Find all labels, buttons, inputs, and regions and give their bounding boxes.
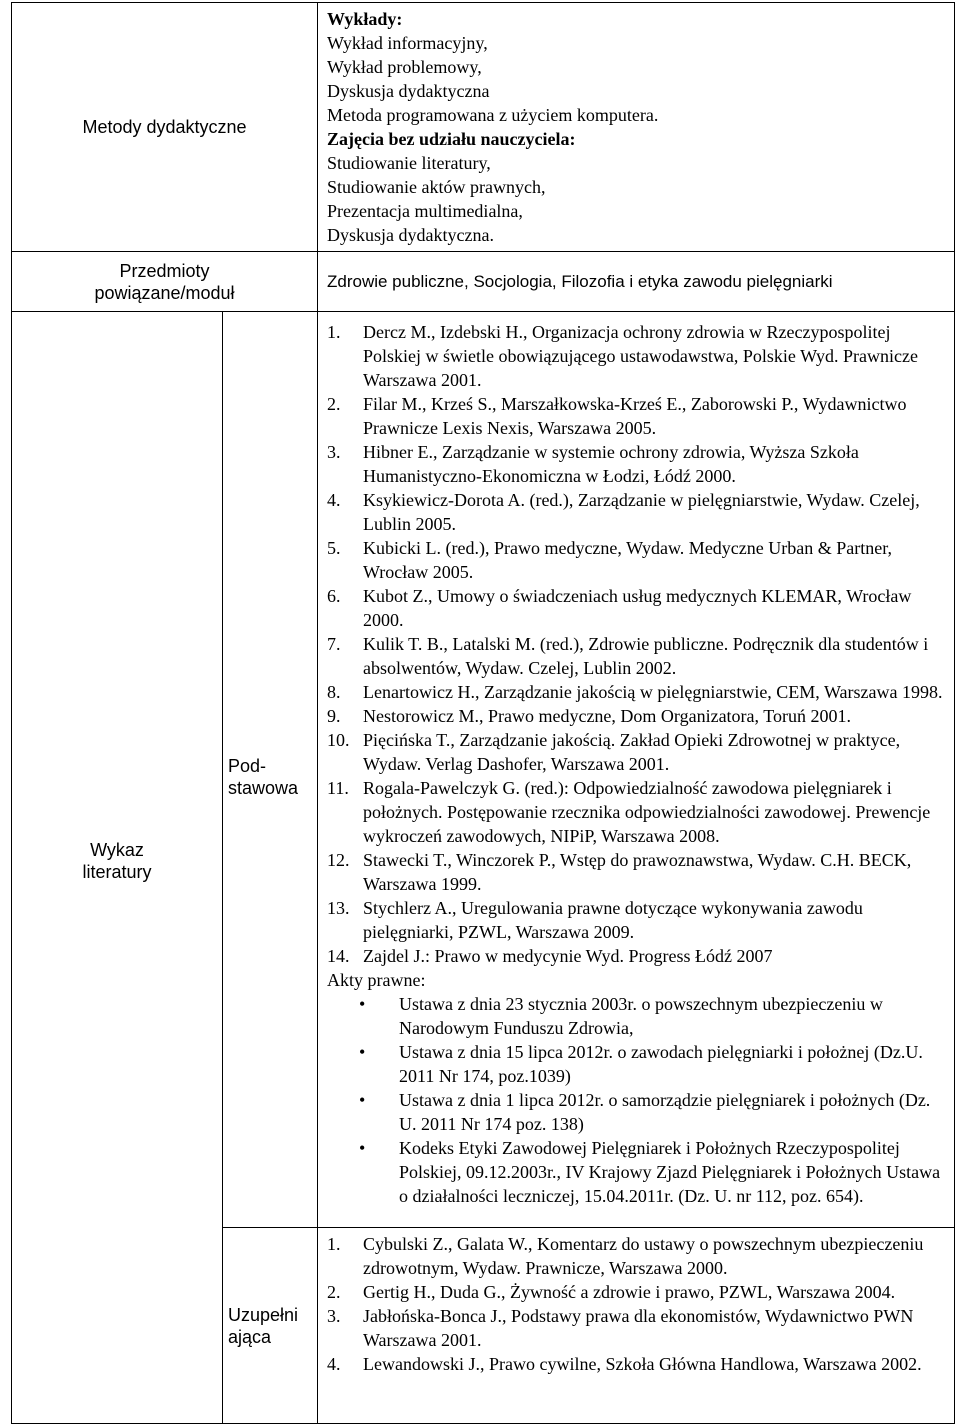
supplementary-label-line1: Uzupełni bbox=[228, 1304, 299, 1325]
selfstudy-item: Studiowanie aktów prawnych, bbox=[327, 177, 546, 197]
basic-literature-cell bbox=[318, 312, 955, 1228]
reference-item: 13. Stychlerz A., Uregulowania prawne dotyczące wykonywania zawodu pielęgniarki, PZWL, Warszawa 2009. bbox=[327, 898, 863, 942]
supplementary-label-line2: ająca bbox=[228, 1326, 272, 1347]
methods-content-cell bbox=[318, 3, 955, 252]
reference-item: 14. Zajdel J.: Prawo w medycynie Wyd. Progress Łódź 2007 bbox=[327, 946, 773, 966]
reference-item: 8. Lenartowicz H., Zarządzanie jakością w pielęgniarstwie, CEM, Warszawa 1998. bbox=[327, 682, 943, 702]
acts-heading: Akty prawne: bbox=[327, 970, 426, 990]
reference-item: 1. Cybulski Z., Galata W., Komentarz do ustawy o powszechnym ubezpieczeniu zdrowotnym, Wydaw. Prawnicze, Warszawa 2000. bbox=[327, 1234, 924, 1278]
basic-label bbox=[223, 755, 317, 799]
related-label-line1: Przedmioty bbox=[119, 260, 210, 281]
selfstudy-item: Prezentacja multimedialna, bbox=[327, 201, 523, 221]
basic-label-cell bbox=[223, 312, 318, 1228]
basic-references bbox=[327, 320, 946, 968]
syllabus-table bbox=[11, 2, 955, 1424]
legal-acts-list bbox=[327, 992, 946, 1208]
lectures-heading: Wykłady: bbox=[327, 9, 403, 29]
reference-item: 2. Gertig H., Duda G., Żywność a zdrowie i prawo, PZWL, Warszawa 2004. bbox=[327, 1282, 896, 1302]
reference-item: 4. Ksykiewicz-Dorota A. (red.), Zarządzanie w pielęgniarstwie, Wydaw. Czelej, Lublin 2005. bbox=[327, 490, 920, 534]
related-label-line2: powiązane/moduł bbox=[94, 282, 235, 303]
methods-row bbox=[12, 3, 955, 252]
reference-item: 2. Filar M., Krześ S., Marszałkowska-Krześ E., Zaborowski P., Wydawnictwo Prawnicze Lexis Nexis, Warszawa 2005. bbox=[327, 394, 907, 438]
methods-label-cell bbox=[12, 3, 318, 252]
legal-act-item: • Ustawa z dnia 1 lipca 2012r. o samorządzie pielęgniarek i położnych (Dz. U. 2011 Nr 174 poz. 138) bbox=[327, 1088, 946, 1136]
lecture-item: Wykład informacyjny, bbox=[327, 33, 488, 53]
legal-act-item: • Ustawa z dnia 23 stycznia 2003r. o powszechnym ubezpieczeniu w Narodowym Funduszu Zdrowia, bbox=[327, 992, 946, 1040]
literature-label-cell bbox=[12, 312, 223, 1424]
legal-act-item: • Kodeks Etyki Zawodowej Pielęgniarek i Położnych Rzeczypospolitej Polskiej, 09.12.2003r., IV Krajowy Zjazd Pielęgniarek i Położnych Ustawa o działalności leczniczej, 15.04.2011r. (Dz. U. nr 112, poz. 654). bbox=[327, 1136, 946, 1208]
supplementary-references bbox=[327, 1232, 946, 1376]
basic-label-line1: Pod- bbox=[228, 755, 267, 776]
bullet-icon: • bbox=[359, 1090, 366, 1110]
reference-item: 12. Stawecki T., Winczorek P., Wstęp do prawoznawstwa, Wydaw. C.H. BECK, Warszawa 1999. bbox=[327, 850, 912, 894]
reference-item: 6. Kubot Z., Umowy o świadczeniach usług medycznych KLEMAR, Wrocław 2000. bbox=[327, 586, 912, 630]
lecture-item: Metoda programowana z użyciem komputera. bbox=[327, 105, 659, 125]
basic-literature-row bbox=[12, 312, 955, 1228]
selfstudy-heading: Zajęcia bez udziału nauczyciela: bbox=[327, 129, 576, 149]
reference-item: 11. Rogala-Pawelczyk G. (red.): Odpowiedzialność zawodowa pielęgniarek i położnych. Postępowanie rzecznika odpowiedzialności zawodowej. Prewencje wykroczeń zawodowych, NIPiP, Warszawa 2008. bbox=[327, 778, 931, 846]
lecture-item: Wykład problemowy, bbox=[327, 57, 482, 77]
related-subjects: Zdrowie publiczne, Socjologia, Filozofia i etyka zawodu pielęgniarki bbox=[327, 271, 833, 291]
reference-item: 4. Lewandowski J., Prawo cywilne, Szkoła Główna Handlowa, Warszawa 2002. bbox=[327, 1354, 922, 1374]
bullet-icon: • bbox=[359, 1042, 366, 1062]
related-content-cell bbox=[318, 252, 955, 312]
reference-item: 1. Dercz M., Izdebski H., Organizacja ochrony zdrowia w Rzeczypospolitej Polskiej w świetle obowiązującego ustawodawstwa, Polskie Wyd. Prawnicze Warszawa 2001. bbox=[327, 322, 918, 390]
reference-item: 3. Jabłońska-Bonca J., Podstawy prawa dla ekonomistów, Wydawnictwo PWN Warszawa 2001. bbox=[327, 1306, 914, 1350]
literature-label-line1: Wykaz bbox=[90, 839, 144, 860]
bullet-icon: • bbox=[359, 994, 366, 1014]
related-label bbox=[12, 260, 317, 304]
supplementary-label-cell bbox=[223, 1228, 318, 1424]
literature-label bbox=[12, 839, 222, 883]
methods-label: Metody dydaktyczne bbox=[82, 117, 247, 137]
supplementary-label bbox=[223, 1304, 317, 1348]
legal-act-item: • Ustawa z dnia 15 lipca 2012r. o zawodach pielęgniarki i położnej (Dz.U. 2011 Nr 174, poz.1039) bbox=[327, 1040, 946, 1088]
selfstudy-item: Studiowanie literatury, bbox=[327, 153, 491, 173]
related-row bbox=[12, 252, 955, 312]
basic-label-line2: stawowa bbox=[228, 777, 299, 798]
reference-item: 3. Hibner E., Zarządzanie w systemie ochrony zdrowia, Wyższa Szkoła Humanistyczno-Ekonomiczna w Łodzi, Łódź 2000. bbox=[327, 442, 859, 486]
selfstudy-item: Dyskusja dydaktyczna. bbox=[327, 225, 494, 245]
reference-item: 10. Pięcińska T., Zarządzanie jakością. Zakład Opieki Zdrowotnej w praktyce, Wydaw. Verlag Dashofer, Warszawa 2001. bbox=[327, 730, 901, 774]
reference-item: 9. Nestorowicz M., Prawo medyczne, Dom Organizatora, Toruń 2001. bbox=[327, 706, 851, 726]
bullet-icon: • bbox=[359, 1138, 366, 1158]
reference-item: 7. Kulik T. B., Latalski M. (red.), Zdrowie publiczne. Podręcznik dla studentów i absolwentów, Wydaw. Czelej, Lublin 2002. bbox=[327, 634, 929, 678]
literature-label-line2: literatury bbox=[82, 861, 152, 882]
related-label-cell bbox=[12, 252, 318, 312]
reference-item: 5. Kubicki L. (red.), Prawo medyczne, Wydaw. Medyczne Urban & Partner, Wrocław 2005. bbox=[327, 538, 893, 582]
supplementary-literature-cell bbox=[318, 1228, 955, 1424]
lecture-item: Dyskusja dydaktyczna bbox=[327, 81, 490, 101]
